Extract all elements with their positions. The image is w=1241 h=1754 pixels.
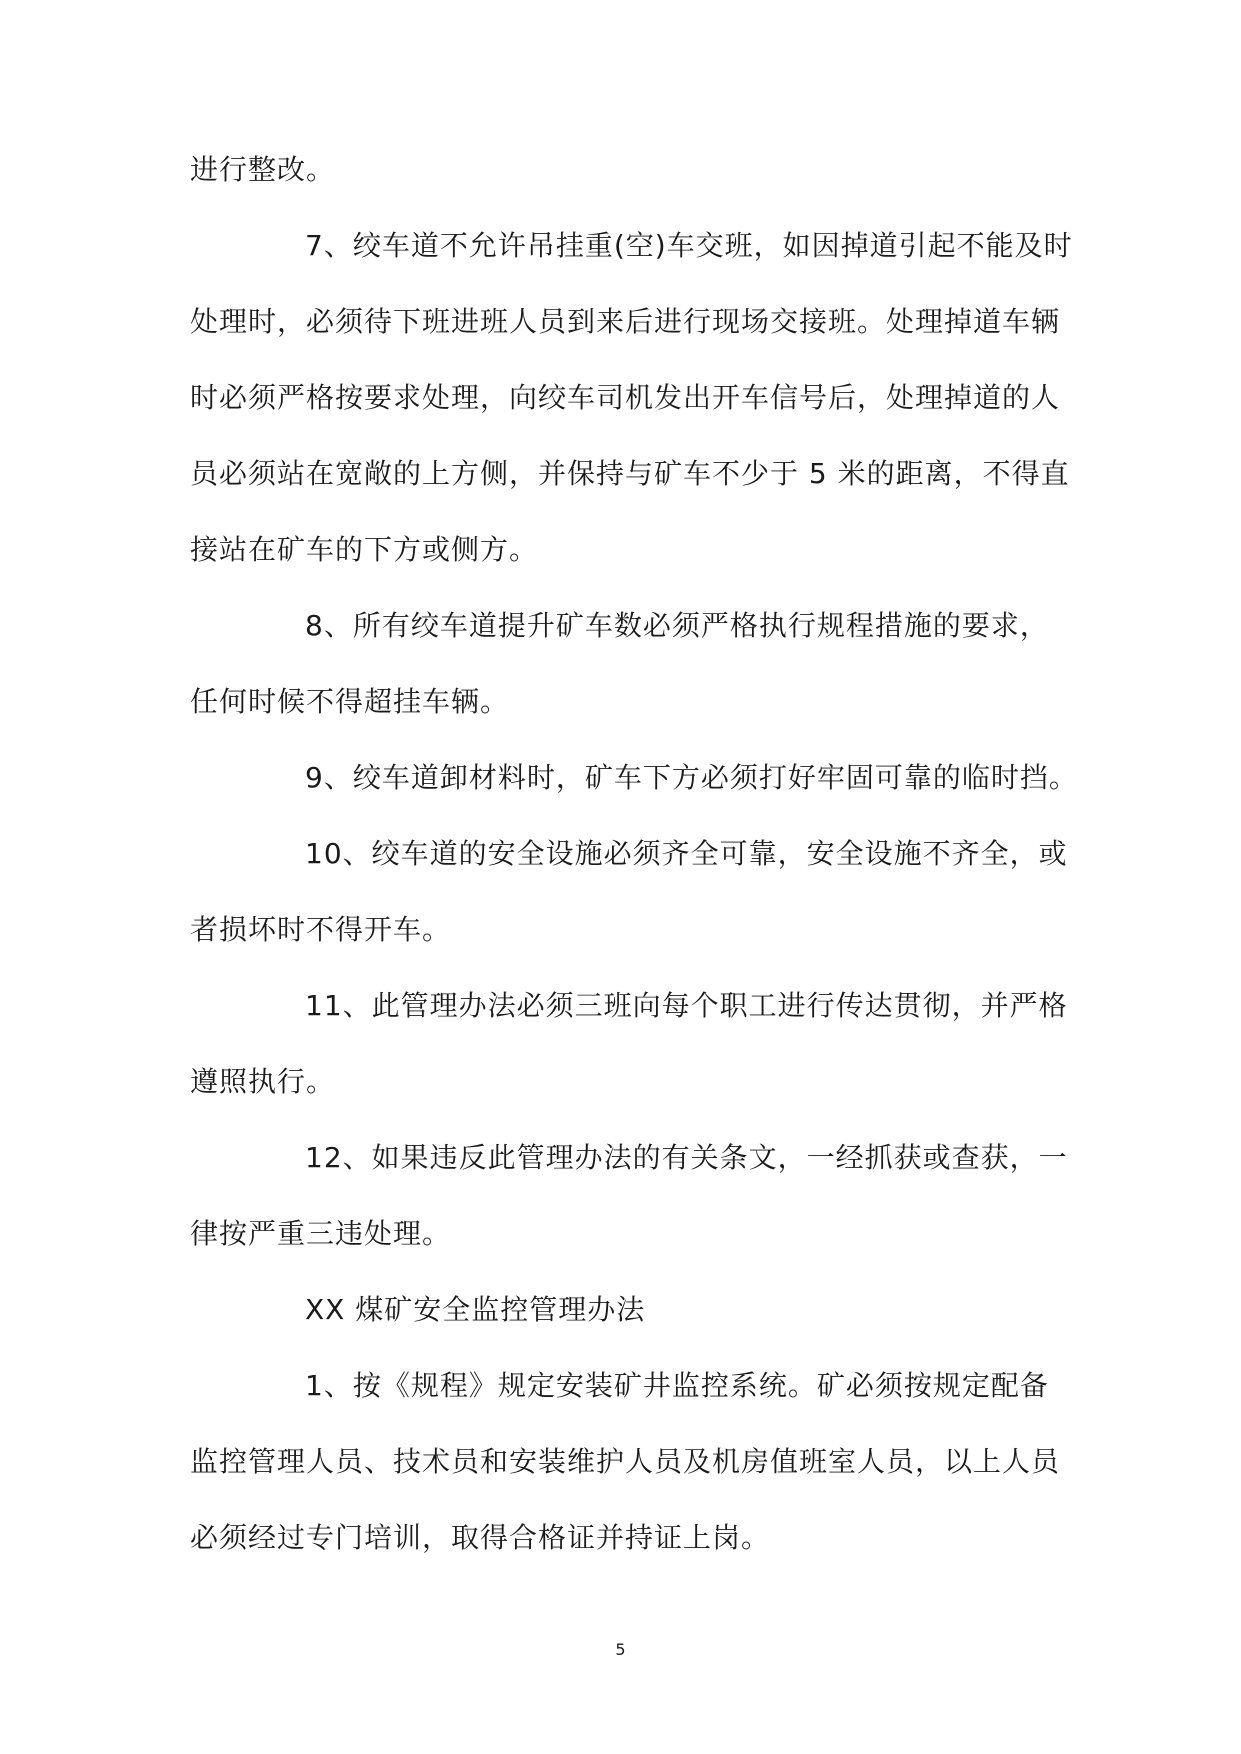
- section-heading: XX 煤矿安全监控管理办法: [305, 1293, 646, 1326]
- text-line: 接站在矿车的下方或侧方。: [190, 533, 539, 566]
- text-line: 律按严重三违处理。: [190, 1217, 452, 1250]
- text-line: 员必须站在宽敞的上方侧，并保持与矿车不少于 5 米的距离，不得直: [190, 457, 1070, 490]
- text-line: 必须经过专门培训，取得合格证并持证上岗。: [190, 1521, 771, 1554]
- text-line: 监控管理人员、技术员和安装维护人员及机房值班室人员，以上人员: [190, 1445, 1061, 1478]
- text-line: 10、绞车道的安全设施必须齐全可靠，安全设施不齐全，或: [305, 837, 1068, 870]
- text-line: 7、绞车道不允许吊挂重(空)车交班，如因掉道引起不能及时: [305, 229, 1073, 262]
- text-line: 8、所有绞车道提升矿车数必须严格执行规程措施的要求，: [305, 609, 1049, 642]
- text-line: 进行整改。: [190, 153, 336, 186]
- text-line: 任何时候不得超挂车辆。: [190, 685, 510, 718]
- text-line: 处理时，必须待下班进班人员到来后进行现场交接班。处理掉道车辆: [190, 305, 1061, 338]
- text-line: 12、如果违反此管理办法的有关条文，一经抓获或查获，一: [305, 1141, 1068, 1174]
- text-line: 时必须严格按要求处理，向绞车司机发出开车信号后，处理掉道的人: [190, 381, 1061, 414]
- text-line: 9、绞车道卸材料时，矿车下方必须打好牢固可靠的临时挡。: [305, 761, 1078, 794]
- text-line: 者损坏时不得开车。: [190, 913, 452, 946]
- text-line: 11、此管理办法必须三班向每个职工进行传达贯彻，并严格: [305, 989, 1068, 1022]
- text-line: 1、按《规程》规定安装矿井监控系统。矿必须按规定配备: [305, 1369, 1049, 1402]
- text-line: 遵照执行。: [190, 1065, 336, 1098]
- page-number: 5: [615, 1640, 626, 1659]
